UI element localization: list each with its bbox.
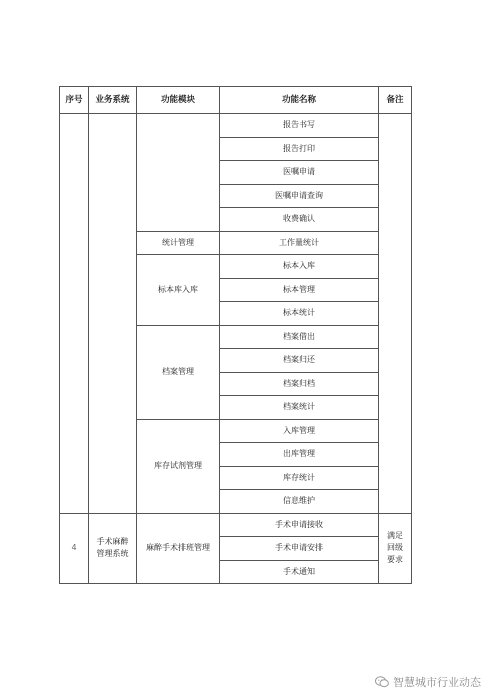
- cell-module: 麻醉手术排班管理: [137, 513, 220, 584]
- cell-function: 档案归还: [220, 349, 379, 373]
- cell-function: 标本管理: [220, 278, 379, 302]
- header-system: 业务系统: [89, 87, 137, 114]
- cell-function: 报告打印: [220, 137, 379, 161]
- cell-function: 库存统计: [220, 466, 379, 490]
- cell-module: 标本库入库: [137, 255, 220, 326]
- header-function: 功能名称: [220, 87, 379, 114]
- cell-function: 入库管理: [220, 419, 379, 443]
- header-note: 备注: [379, 87, 412, 114]
- cell-function: 医嘱申请查询: [220, 184, 379, 208]
- cell-module: 档案管理: [137, 325, 220, 419]
- cell-seq: 4: [60, 513, 89, 584]
- cell-function: 收费确认: [220, 208, 379, 232]
- header-seq: 序号: [60, 87, 89, 114]
- cell-module: 统计管理: [137, 231, 220, 255]
- wechat-icon: [375, 676, 389, 688]
- watermark-text: 智慧城市行业动态: [393, 676, 481, 689]
- cell-function: 标本入库: [220, 255, 379, 279]
- cell-function: 报告书写: [220, 114, 379, 138]
- cell-function: 档案统计: [220, 396, 379, 420]
- cell-function: 档案归档: [220, 372, 379, 396]
- cell-function: 医嘱申请: [220, 161, 379, 185]
- cell-system-empty: [89, 114, 137, 514]
- cell-function: 信息维护: [220, 490, 379, 514]
- cell-system: 手术麻醉 管理系统: [89, 513, 137, 584]
- table-header-row: [60, 87, 412, 114]
- cell-function: 手术通知: [220, 560, 379, 584]
- cell-function: 工作量统计: [220, 231, 379, 255]
- table-row: [60, 513, 412, 537]
- cell-note: 满足 回级 要求: [379, 513, 412, 584]
- cell-function: 档案借出: [220, 325, 379, 349]
- cell-function: 出库管理: [220, 443, 379, 467]
- table-row: [60, 114, 412, 138]
- watermark: [375, 674, 481, 690]
- cell-function: 手术申请安排: [220, 537, 379, 561]
- cell-note-empty: [379, 114, 412, 514]
- cell-function: 标本统计: [220, 302, 379, 326]
- cell-function: 手术申请接收: [220, 513, 379, 537]
- cell-seq-empty: [60, 114, 89, 514]
- header-module: 功能模块: [137, 87, 220, 114]
- cell-module-empty: [137, 114, 220, 232]
- spec-table: [59, 86, 412, 584]
- cell-module: 库存试剂管理: [137, 419, 220, 513]
